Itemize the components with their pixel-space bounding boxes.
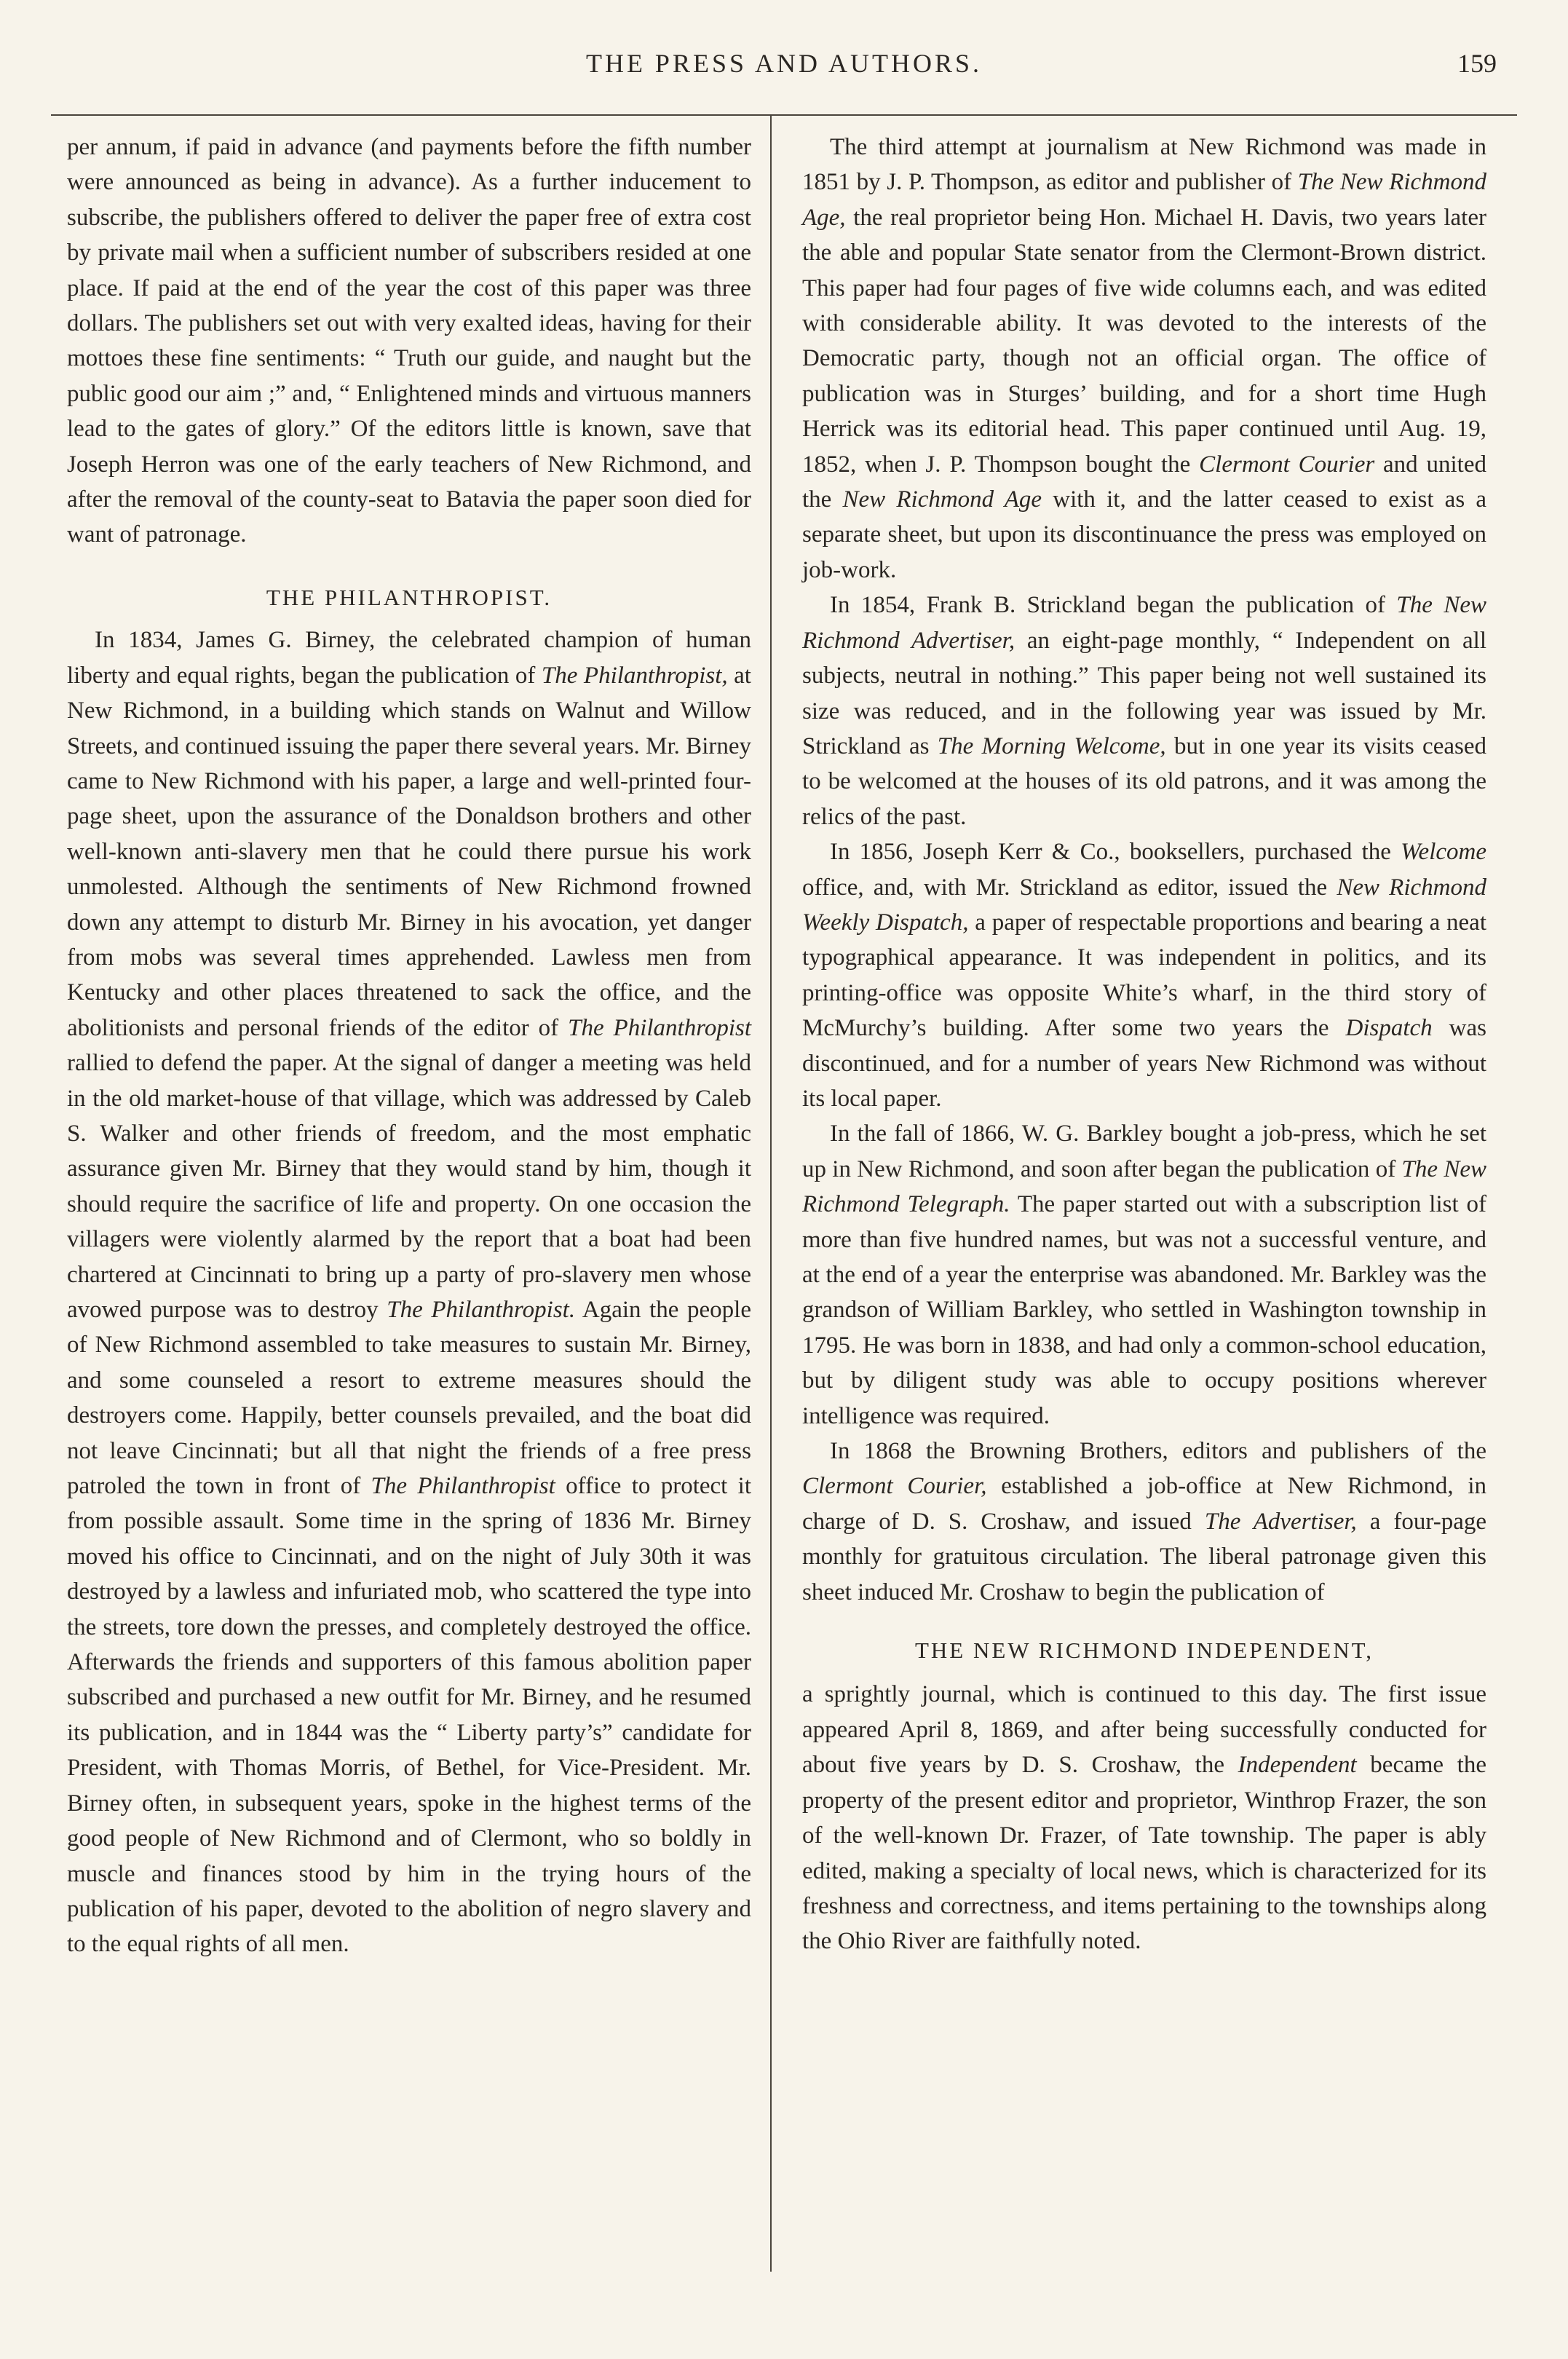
paragraph: a sprightly journal, which is continued to this day. The first issue appeared April 8, 1869, and after being successfully conducted for about five years by D. S. Croshaw, the Independent became the property of the present editor and proprietor, Winthrop Frazer, the son of the well-known Dr. Frazer, of Tate township. The paper is ably edited, making a specialty of local news, which is characterized for its freshness and correctness, and items pertaining to the townships along the Ohio River are faithfully noted.: [802, 1681, 1486, 1955]
section-heading-philanthropist: THE PHILANTHROPIST.: [266, 584, 553, 610]
header-rule: [51, 114, 1517, 116]
paragraph: per annum, if paid in advance (and payments before the fifth number were announced as being in advance). As a further inducement to subscribe, the publishers offered to deliver the paper free of extra cost by private mail when a sufficient number of subscribers resided at one place. If paid at the end of the year the cost of this paper was three dollars. The publishers set out with very exalted ideas, having for their mottoes these fine sentiments: “ Truth our guide, and naught but the public good our aim ;” and, “ Enlightened minds and virtuous manners lead to the gates of glory.” Of the editors little is known, save that Joseph Herron was one of the early teachers of New Richmond, and after the removal of the county-seat to Batavia the paper soon died for want of patronage.: [67, 134, 751, 548]
paragraph: In 1868 the Browning Brothers, editors and publishers of the Clermont Courier, established a job-office at New Richmond, in charge of D. S. Croshaw, and issued The Advertiser, a four-page monthly for gratuitous circulation. The liberal patronage given this sheet induced Mr. Croshaw to begin the publication of: [802, 1438, 1486, 1605]
page-number: 159: [1457, 49, 1497, 78]
page-header: [51, 42, 1517, 93]
section-heading-independent: THE NEW RICHMOND INDEPENDENT,: [914, 1637, 1374, 1664]
right-column: [802, 130, 1486, 1959]
left-column: [67, 130, 751, 1962]
column-divider: [770, 114, 772, 2272]
paragraph: The third attempt at journalism at New Richmond was made in 1851 by J. P. Thompson, as editor and publisher of The New Richmond Age, the real proprietor being Hon. Michael H. Davis, two years later the able and popular State senator from the Clermont-Brown district. This paper had four pages of five wide columns each, and was edited with considerable ability. It was devoted to the interests of the Democratic party, though not an official organ. The office of publication was in Sturges’ building, and for a short time Hugh Herrick was its editorial head. This paper continued until Aug. 19, 1852, when J. P. Thompson bought the Clermont Courier and united the New Richmond Age with it, and the latter ceased to exist as a separate sheet, but upon its discontinuance the press was employed on job-work.: [802, 134, 1486, 583]
running-head: THE PRESS AND AUTHORS.: [585, 49, 983, 78]
paragraph: In 1856, Joseph Kerr & Co., booksellers, purchased the Welcome office, and, with Mr. Strickland as editor, issued the New Richmond Weekly Dispatch, a paper of respectable proportions and bearing a neat typographical appearance. It was independent in politics, and its printing-office was opposite White’s wharf, in the third story of McMurchy’s building. After some two years the Dispatch was discontinued, and for a number of years New Richmond was without its local paper.: [802, 839, 1486, 1112]
paragraph: In 1834, James G. Birney, the celebrated champion of human liberty and equal rights, began the publication of The Philanthropist, at New Richmond, in a building which stands on Walnut and Willow Streets, and continued issuing the paper there several years. Mr. Birney came to New Richmond with his paper, a large and well-printed four-page sheet, upon the assurance of the Donaldson brothers and other well-known anti-slavery men that he could there pursue his work unmolested. Although the sentiments of New Richmond frowned down any attempt to disturb Mr. Birney in his avocation, yet danger from mobs was several times apprehended. Lawless men from Kentucky and other places threatened to sack the office, and the abolitionists and personal friends of the editor of The Philanthropist rallied to defend the paper. At the signal of danger a meeting was held in the old market-house of that village, which was addressed by Caleb S. Walker and other friends of freedom, and the most emphatic assurance given Mr. Birney that they would stand by him, though it should require the sacrifice of life and property. On one occasion the villagers were violently alarmed by the report that a boat had been chartered at Cincinnati to bring up a party of pro-slavery men whose avowed purpose was to destroy The Philanthropist. Again the people of New Richmond assembled to take measures to sustain Mr. Birney, and some counseled a resort to extreme measures should the destroyers come. Happily, better counsels prevailed, and the boat did not leave Cincinnati; but all that night the friends of a free press patroled the town in front of The Philanthropist office to protect it from possible assault. Some time in the spring of 1836 Mr. Birney moved his office to Cincinnati, and on the night of July 30th it was destroyed by a lawless and infuriated mob, who scattered the type into the streets, tore down the presses, and completely destroyed the office. Afterwards the friends and supporters of this famous abolition paper subscribed and purchased a new outfit for Mr. Birney, and he resumed its publication, and in 1844 was the “ Liberty party’s” candidate for President, with Thomas Morris, of Bethel, for Vice-President. Mr. Birney often, in subsequent years, spoke in the highest terms of the good people of New Richmond and of Clermont, who so boldly in muscle and finances stood by him in the trying hours of the publication of his paper, devoted to the abolition of negro slavery and to the equal rights of all men.: [67, 627, 751, 1958]
paragraph: In 1854, Frank B. Strickland began the publication of The New Richmond Advertiser, an eight-page monthly, “ Independent on all subjects, neutral in nothing.” This paper being not well sustained its size was reduced, and in the following year was issued by Mr. Strickland as The Morning Welcome, but in one year its visits ceased to be welcomed at the houses of its old patrons, and it was among the relics of the past.: [802, 592, 1487, 830]
paragraph: In the fall of 1866, W. G. Barkley bought a job-press, which he set up in New Richmond, and soon after began the publication of The New Richmond Telegraph. The paper started out with a subscription list of more than five hundred names, but was not a successful venture, and at the end of a year the enterprise was abandoned. Mr. Barkley was the grandson of William Barkley, who settled in Washington township in 1795. He was born in 1838, and had only a common-school education, but by diligent study was able to occupy positions wherever intelligence was required.: [802, 1121, 1486, 1429]
